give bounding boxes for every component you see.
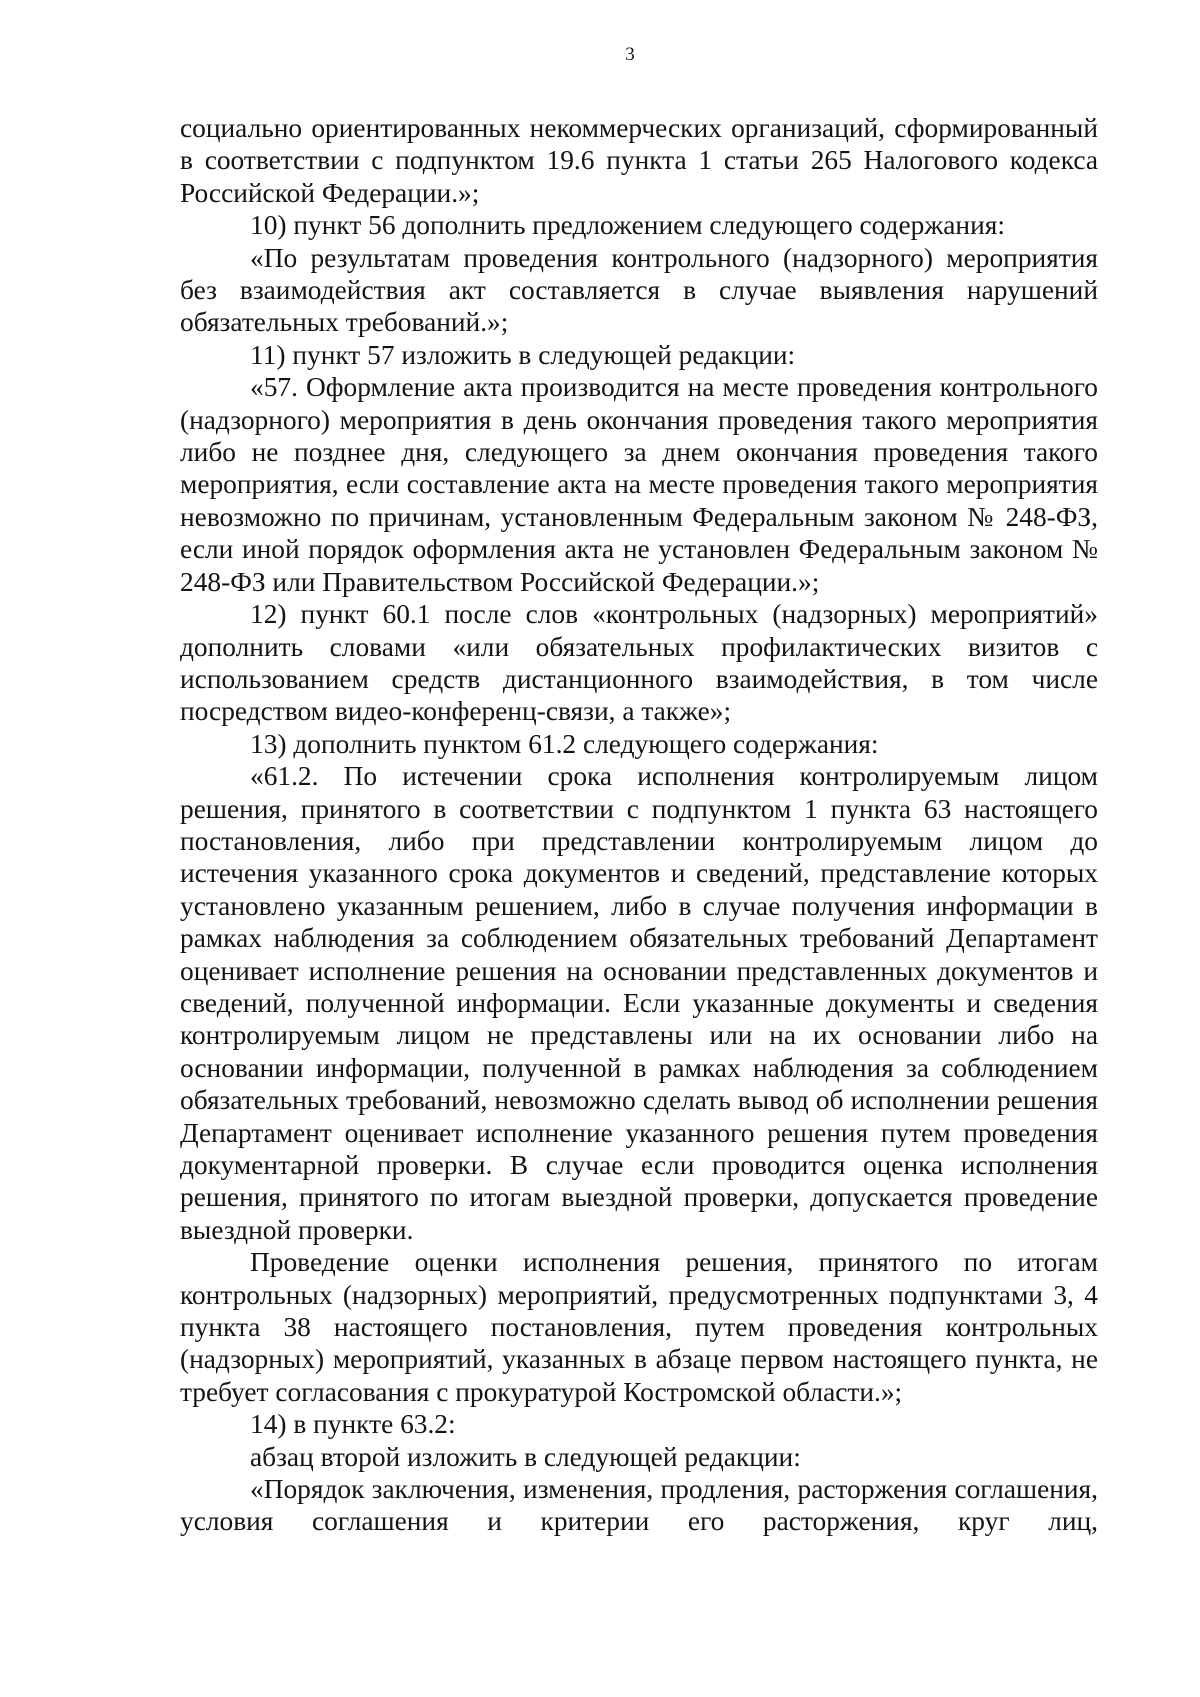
paragraph: Проведение оценки исполнения решения, принятого по итогам контрольных (надзорных) мероприятий, предусмотренных подпунктами 3, 4 пункта 38 настоящего постановления, путем проведения контрольных (надзорных) мероприятий, указанных в абзаце первом настоящего пункта, не требует согласования с прокуратурой Костромской области.»; [180,1247,1098,1407]
paragraph: 12) пункт 60.1 после слов «контрольных (надзорных) мероприятий» дополнить словами «или обязательных профилактических визитов с использованием средств дистанционного взаимодействия, в том числе посредством видео-конференц-связи, а также»; [180,599,1098,727]
paragraph: «57. Оформление акта производится на месте проведения контрольного (надзорного) мероприятия в день окончания проведения такого мероприятия либо не позднее дня, следующего за днем окончания проведения такого мероприятия, если составление акта на месте проведения такого мероприятия невозможно по причинам, установленным Федеральным законом № 248-ФЗ, если иной порядок оформления акта не установлен Федеральным законом № 248-ФЗ или Правительством Российской Федерации.»; [180,372,1098,597]
paragraph: «61.2. По истечении срока исполнения контролируемым лицом решения, принятого в соответствии с подпунктом 1 пункта 63 настоящего постановления, либо при представлении контролируемым лицом до истечения указанного срока документов и сведений, представление которых установлено указанным решением, либо в случае получения информации в рамках наблюдения за соблюдением обязательных требований Департамент оценивает исполнение решения на основании представленных документов и сведений, полученной информации. Если указанные документы и сведения контролируемым лицом не представлены или на их основании либо на основании информации, полученной в рамках наблюдения за соблюдением обязательных требований, невозможно сделать вывод об исполнении решения Департамент оценивает исполнение указанного решения путем проведения документарной проверки. В случае если проводится оценка исполнения решения, принятого по итогам выездной проверки, допускается проведение выездной проверки. [180,761,1098,1245]
paragraph: «По результатам проведения контрольного (надзорного) мероприятия без взаимодействия акт составляется в случае выявления нарушений обязательных требований.»; [180,242,1098,338]
paragraph: абзац второй изложить в следующей редакции: [250,1441,801,1472]
page-number: 3 [625,44,635,65]
paragraph: «Порядок заключения, изменения, продления, расторжения соглашения, условия соглашения и критерии его расторжения, круг лиц, [180,1474,1098,1537]
paragraph: 11) пункт 57 изложить в следующей редакции: [250,339,796,370]
paragraph: социально ориентированных некоммерческих организаций, сформированный в соответствии с подпунктом 19.6 пункта 1 статьи 265 Налогового кодекса Российской Федерации.»; [180,113,1098,208]
paragraph: 14) в пункте 63.2: [250,1409,456,1440]
paragraph: 10) пункт 56 дополнить предложением следующего содержания: [250,210,1005,241]
document-body [180,112,1098,1538]
paragraph: 13) дополнить пунктом 61.2 следующего содержания: [250,728,879,759]
